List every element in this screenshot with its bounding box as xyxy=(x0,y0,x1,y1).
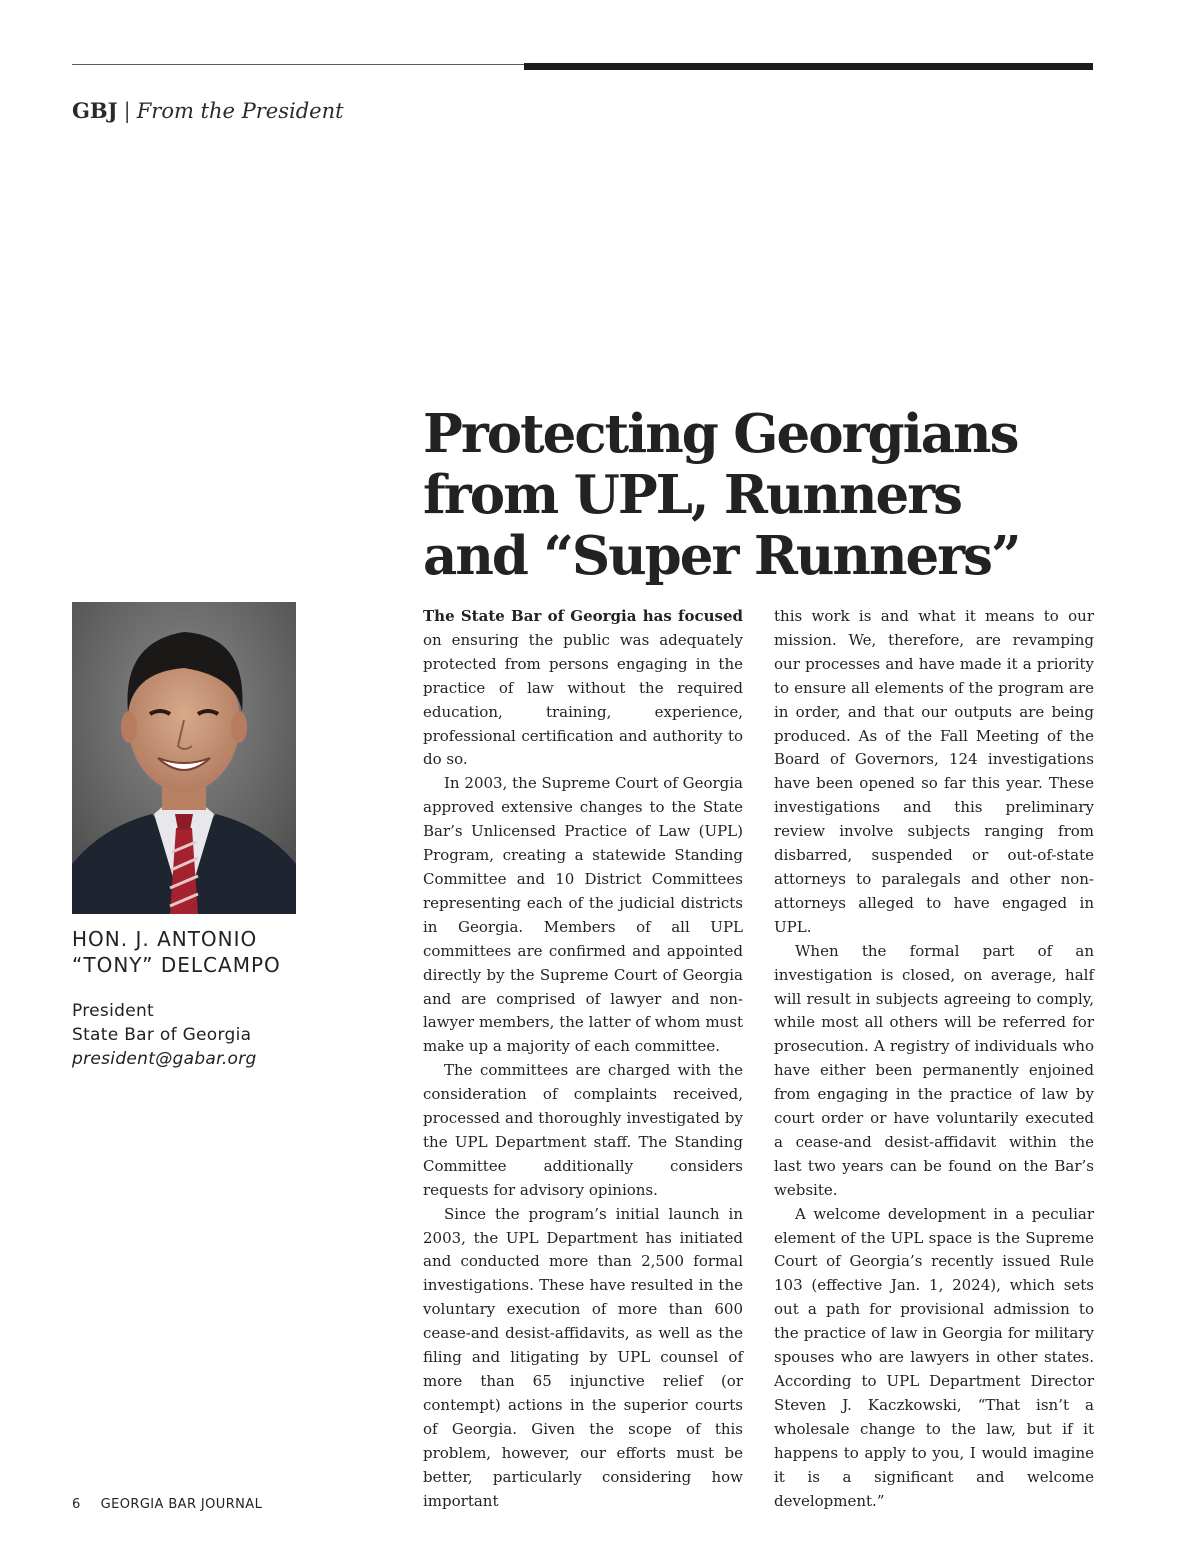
article-paragraph: A welcome development in a peculiar element of the UPL space is the Supreme Court of Georgia’s recently issued Rule 103 (effective Jan. 1, 2024), which sets out a path for provisional admission to the practice of law in Georgia for military spouses who are lawyers in other states. According to UPL Department Director Steven J. Kaczkowski, “That isn’t a wholesale change to the law, but if it happens to apply to you, I would imagine it is a significant and welcome development.” xyxy=(774,1204,1094,1510)
page-number: 6 xyxy=(72,1497,81,1512)
title-line: Protecting Georgians xyxy=(423,403,1018,465)
header-rule-thick xyxy=(524,63,1093,70)
title-line: and “Super Runners” xyxy=(423,525,1020,587)
article-paragraph: In 2003, the Supreme Court of Georgia approved extensive changes to the State Bar’s Unlicensed Practice of Law (UPL) Program, creating a statewide Standing Committee and 10 District Committees representing each of the judicial districts in Georgia. Members of all UPL committees are confirmed and appointed directly by the Supreme Court of Georgia and are comprised of lawyer and non-lawyer members, the latter of whom must make up a majority of each committee. xyxy=(423,774,743,1056)
article-paragraph: When the formal part of an investigation is closed, on average, half will result in subjects agreeing to comply, while most all others will be referred for prosecution. A registry of individuals who have either been permanently enjoined from engaging in the practice of law by court order or have voluntarily executed a cease-and desist-affidavit within the last two years can be found on the Bar’s website. xyxy=(774,941,1094,1199)
author-name-line: HON. J. ANTONIO xyxy=(72,927,258,951)
page-footer xyxy=(72,1497,262,1512)
section-name: From the President xyxy=(136,99,344,123)
running-header xyxy=(72,98,344,123)
header-rule-thin xyxy=(72,64,524,65)
publication-abbrev: GBJ xyxy=(72,98,118,123)
author-role: President xyxy=(72,1001,154,1021)
article-title xyxy=(423,404,1123,587)
article-column-2 xyxy=(774,605,1094,1513)
author-block xyxy=(72,926,372,1071)
article-paragraph: Since the program’s initial launch in 2003, the UPL Department has initiated and conducted more than 2,500 formal investigations. These have resulted in the voluntary execution of more than 600 cease-and desist-affidavits, as well as the filing and litigating by UPL counsel of more than 65 injunctive relief (or contempt) actions in the superior courts of Georgia. Given the scope of this problem, however, our efforts must be better, particularly considering how important xyxy=(423,1204,743,1510)
article-lead-in: The State Bar of Georgia has focused xyxy=(423,607,743,625)
article-paragraph-text: on ensuring the public was adequately protected from persons engaging in the practice of law without the required education, training, experience, professional certification and authority to do so. xyxy=(423,630,743,769)
author-name xyxy=(72,926,372,978)
title-line: from UPL, Runners xyxy=(423,464,961,526)
article-paragraph: this work is and what it means to our mission. We, therefore, are revamping our processes and have made it a priority to ensure all elements of the program are in order, and that our outputs are being produced. As of the Fall Meeting of the Board of Governors, 124 investigations have been opened so far this year. These investigations and this preliminary review involve subjects ranging from disbarred, suspended or out-of-state attorneys to paralegals and other non-attorneys alleged to have engaged in UPL. xyxy=(774,607,1094,936)
article-paragraph: The committees are charged with the consideration of complaints received, processed and thoroughly investigated by the UPL Department staff. The Standing Committee additionally considers requests for advisory opinions. xyxy=(423,1061,743,1199)
article-column-1 xyxy=(423,605,743,1513)
author-photo xyxy=(72,602,296,914)
journal-name: GEORGIA BAR JOURNAL xyxy=(100,1497,263,1512)
author-email-link[interactable]: president@gabar.org xyxy=(72,1049,257,1069)
author-details xyxy=(72,999,372,1071)
author-organization: State Bar of Georgia xyxy=(72,1025,252,1045)
header-separator: | xyxy=(123,99,131,123)
article-paragraph xyxy=(423,605,743,772)
author-name-line: “TONY” DELCAMPO xyxy=(72,953,281,977)
